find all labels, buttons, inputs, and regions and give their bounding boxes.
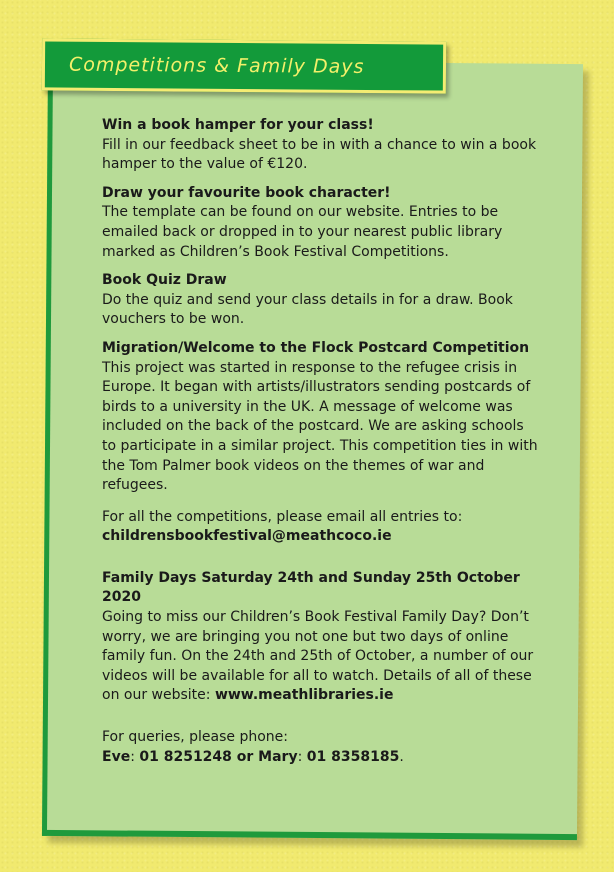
contact-intro: For queries, please phone: (102, 729, 289, 746)
contact-sep-1: : (130, 748, 140, 765)
draw-body: The template can be found on our website. Entries to be emailed back or dropped in to your nearest public library marked as Children’s Book Festival Competitions. (102, 204, 503, 260)
title-banner (42, 38, 446, 93)
family-days-heading: Family Days Saturday 24th and Sunday 25th October 2020 (102, 569, 520, 606)
email-address-link[interactable]: childrensbookfestival@meathcoco.ie (102, 528, 392, 545)
contact-mary-phone: 01 8358185 (306, 748, 400, 765)
migration-body: This project was started in response to the refugee crisis in Europe. It began with artists/illustrators sending postcards of birds to a university in the UK. A message of welcome was included on the back of the postcard. We are asking schools to participate in a similar project. This competition ties in with the Tom Palmer book videos on the themes of war and refugees. (102, 359, 538, 494)
contact-end: . (399, 748, 404, 765)
contact-eve-phone: 01 8251248 or Mary (139, 748, 298, 765)
migration-heading: Migration/Welcome to the Flock Postcard Competition (102, 339, 530, 356)
website-link[interactable]: www.meathlibraries.ie (214, 687, 394, 704)
contact-line (102, 748, 542, 768)
draw-heading: Draw your favourite book character! (102, 184, 391, 201)
page-title: Competitions & Family Days (68, 53, 365, 78)
email-intro: For all the competitions, please email all entries to: (102, 508, 463, 525)
family-days-body (102, 608, 542, 706)
hamper-body: Fill in our feedback sheet to be in with a chance to win a book hamper to the value of €120. (102, 136, 537, 173)
quiz-heading: Book Quiz Draw (102, 272, 227, 289)
content-area (102, 116, 542, 767)
quiz-body: Do the quiz and send your class details in for a draw. Book vouchers to be won. (102, 291, 513, 328)
contact-eve-name: Eve (102, 748, 131, 765)
hamper-heading: Win a book hamper for your class! (102, 117, 374, 133)
contact-sep-2: : (297, 748, 307, 765)
family-days-text: Going to miss our Children’s Book Festival Family Day? Don’t worry, we are bringing you not one but two days of online family fun. On the 24th and 25th of October, a number of our videos will be available for all to watch. Details of all of these on our website: (102, 609, 534, 704)
